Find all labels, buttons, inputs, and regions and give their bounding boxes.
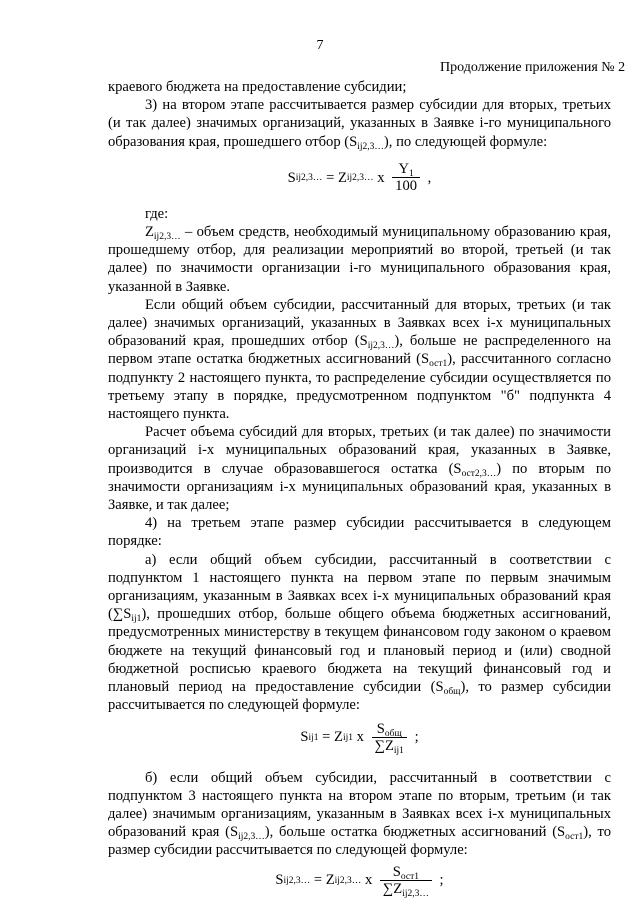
formula-symbol: Y bbox=[398, 161, 409, 178]
text: 3) на втором этапе рассчитывается размер субсидии для вторых, третьих (и так далее) значимых организаций, указанных в Заявке i-го муниципального образования края, прошедшего отбор (S bbox=[108, 97, 611, 150]
subscript: ост1 bbox=[565, 832, 584, 843]
subscript: ост1 bbox=[400, 872, 419, 883]
formula-operator: = bbox=[310, 872, 326, 889]
formula-operator: x bbox=[361, 872, 376, 889]
subscript: ij2,3… bbox=[238, 832, 265, 843]
paragraph bbox=[108, 514, 611, 550]
text: б) если общий объем субсидии, рассчитанный в соответствии с подпунктом 3 настоящего пункта на втором этапе по вторым, третьим (и так далее) значимым организациям, указанным в Заявках всех i-х муниципальных образований края (S bbox=[108, 769, 611, 841]
fraction-denominator bbox=[372, 737, 407, 754]
fraction-numerator bbox=[374, 721, 405, 737]
text: – объем средств, необходимый муниципальному образованию края, прошедшему отбор, для реализации мероприятий во второй, третьей (и так далее) по значимости организации i-го муниципального образования края, указанной в Заявке. bbox=[108, 224, 611, 295]
subscript: ост1 bbox=[429, 359, 448, 370]
text: ), рассчитанного согласно подпункту 2 настоящего пункта, то распределение субсидии осуществляется по третьему этапу в порядке, предусмотренном подпунктом "б" подпункта 4 настоящего пункта. bbox=[108, 351, 612, 423]
paragraph bbox=[108, 205, 611, 223]
formula-stage3-b: S ij2,3… = Z ij2,3… x $\frac{S_{ост1}}{\sum Z_{ij2,3\dots}}$ ; bbox=[275, 864, 444, 900]
formula-symbol: Z bbox=[337, 169, 347, 186]
formula-fraction bbox=[392, 161, 420, 194]
formula-symbol: 100 bbox=[395, 178, 418, 195]
appendix-continuation-note: Продолжение приложения № 2 bbox=[440, 60, 626, 75]
formula-operator: x bbox=[373, 169, 389, 186]
text: ) по вторым по значимости организациям i-х муниципальных образований края, указанных в Заявке, и так далее; bbox=[108, 460, 611, 514]
text: Z bbox=[145, 224, 154, 241]
fraction-denominator bbox=[380, 880, 432, 900]
formula-punctuation: ; bbox=[410, 729, 419, 746]
text: где: bbox=[145, 205, 169, 222]
formula-operator: x bbox=[352, 729, 368, 746]
text: ), то размер субсидии рассчитывается по следующей формуле: bbox=[108, 824, 611, 859]
page-number: 7 bbox=[316, 38, 324, 53]
fraction-numerator bbox=[395, 161, 416, 180]
formula-punctuation: ; bbox=[435, 872, 444, 889]
formula-operator: = bbox=[318, 729, 335, 746]
paragraph bbox=[108, 78, 611, 96]
text: а) если общий объем субсидии, рассчитанный в соответствии с подпунктом 1 настоящего пункта на первом этапе по первым значимым организациям, указанным в Заявках всех i-х муниципальных образований края (∑S bbox=[108, 551, 611, 623]
paragraph bbox=[108, 769, 611, 860]
subscript: общ bbox=[384, 729, 402, 739]
text: ), по следующей формуле: bbox=[383, 133, 548, 150]
formula-punctuation: , bbox=[424, 169, 432, 186]
subscript: ij2,3… bbox=[367, 341, 395, 352]
formula-symbol: S bbox=[300, 729, 309, 746]
text: ), прошедших отбор, больше общего объема бюджетных ассигнований, предусмотренных министерству в текущем финансовом году законом о краевом бюджете на текущий финансовый год и плановый период и (или) сводной бюджетной росписью краевого бюджета на текущий финансовый год и плановый период на предоставление субсидии (S bbox=[108, 606, 611, 696]
paragraph bbox=[108, 223, 611, 296]
subscript: общ bbox=[443, 687, 461, 698]
formula-symbol: Z bbox=[334, 729, 343, 746]
text: Расчет объема субсидий для вторых, третьих (и так далее) по значимости организаций i-х муниципальных образований края, указанных в Заявке, производится в случае образовавшегося остатка (S bbox=[108, 424, 611, 477]
document-body bbox=[108, 78, 611, 902]
subscript: ост2,3… bbox=[461, 468, 497, 479]
subscript: ij2,3… bbox=[402, 889, 429, 900]
paragraph bbox=[108, 296, 611, 423]
formula-fraction bbox=[372, 721, 407, 754]
paragraph bbox=[108, 96, 611, 151]
text: 4) на третьем этапе размер субсидии рассчитывается в следующем порядке: bbox=[108, 515, 611, 550]
subscript: ij2,3… bbox=[357, 141, 384, 152]
formula-symbol: S bbox=[287, 169, 296, 186]
subscript: ij2,3… bbox=[153, 232, 181, 243]
formula-symbol: S bbox=[392, 864, 401, 881]
formula-symbol: Z bbox=[325, 872, 335, 889]
formula-operator: = bbox=[322, 169, 338, 186]
text: краевого бюджета на предоставление субсидии; bbox=[108, 79, 407, 95]
subscript: ij1 bbox=[393, 746, 404, 756]
subscript: 1 bbox=[408, 169, 414, 180]
paragraph bbox=[108, 423, 611, 514]
text: ), больше не распределенного на первом этапе остатка бюджетных ассигнований (S bbox=[108, 333, 611, 368]
paragraph bbox=[108, 551, 611, 715]
formula-fraction bbox=[380, 864, 432, 900]
text: ), больше остатка бюджетных ассигнований (S bbox=[264, 824, 566, 841]
formula-symbol: S bbox=[376, 721, 385, 737]
formula-stage3-a: S ij1 = Z ij1 x $\frac{S_{общ}}{\sum Z_{ij1}}$ ; bbox=[300, 721, 419, 756]
fraction-denominator bbox=[392, 177, 420, 194]
text: Если общий объем субсидии, рассчитанный для вторых, третьих (и так далее) значимых организаций, указанных в Заявках всех i-х муниципальных образований края, прошедших отбор (S bbox=[108, 296, 611, 350]
text: ), то размер субсидии рассчитывается по следующей формуле: bbox=[108, 679, 611, 714]
subscript: ij1 bbox=[131, 614, 142, 625]
fraction-numerator bbox=[390, 864, 422, 883]
formula-symbol: ∑Z bbox=[374, 738, 394, 754]
formula-symbol: S bbox=[275, 872, 284, 889]
formula-symbol: ∑Z bbox=[382, 881, 403, 898]
formula-stage2: S ij2,3… = Z ij2,3… x $\frac{Y_1}{100}$ , bbox=[287, 161, 432, 195]
